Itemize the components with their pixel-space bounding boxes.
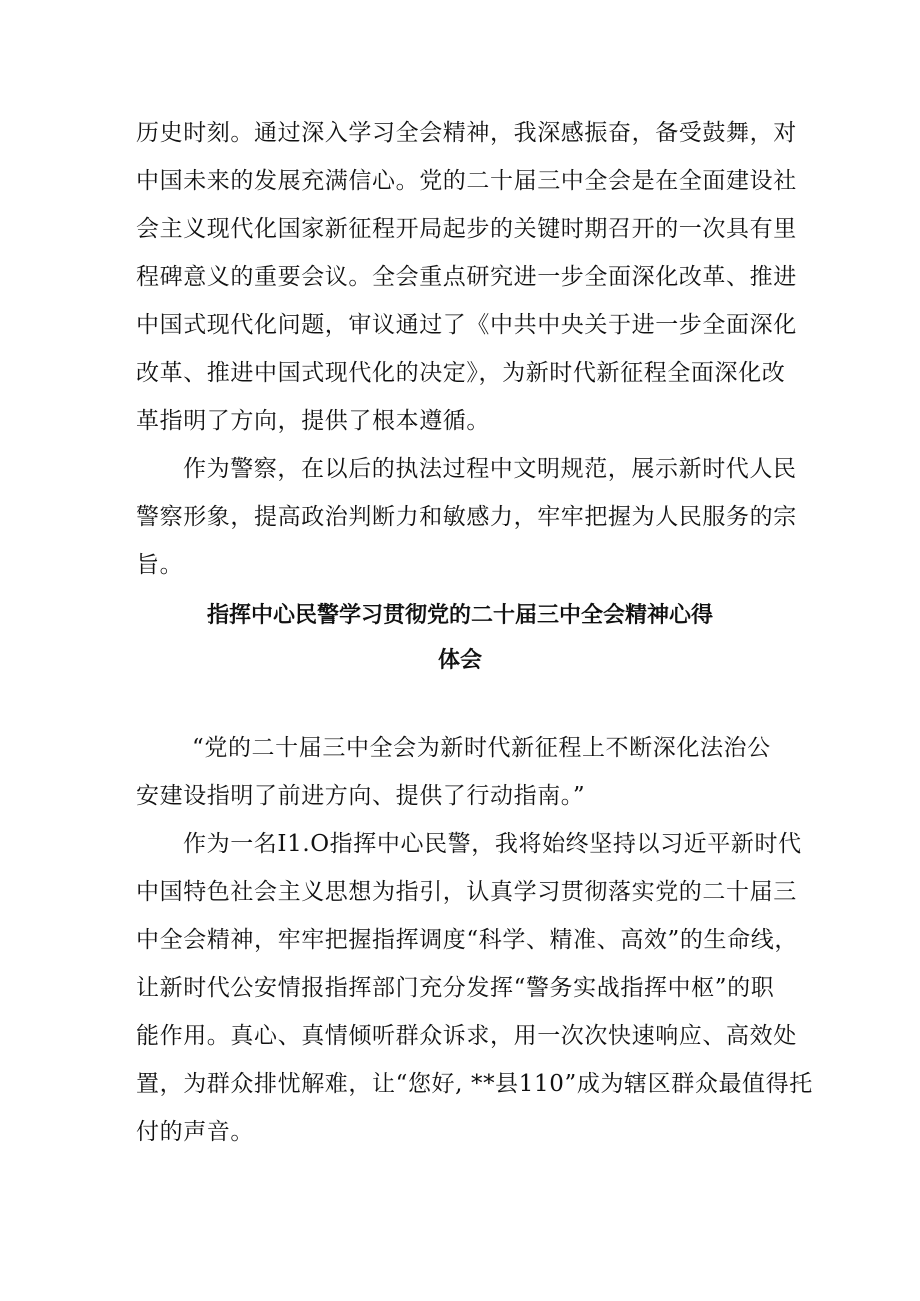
line-text: 置，为群众排忧解难，让“您好, **县110”成为辖区群众最值得托 [136,1071,813,1097]
line-text: 安建设指明了前进方向、提供了行动指南。” [136,783,586,809]
body-line [0,545,920,585]
line-text: 让新时代公安情报指挥部门充分发挥“警务实战指挥中枢”的职 [136,975,775,1001]
line-text: 中国未来的发展充满信心。党的二十届三中全会是在全面建设社 [136,168,797,194]
body-line [0,113,920,153]
body-line [0,1016,920,1056]
quote-line [0,728,920,768]
body-line [0,872,920,912]
line-text: 作为一名I1.O指挥中心民警，我将始终坚持以习近平新时代 [183,831,802,857]
body-line [0,353,920,393]
body-line [0,824,920,864]
body-line [0,1064,920,1104]
body-line [0,968,920,1008]
line-text: 能作用。真心、真情倾听群众诉求，用一次次快速响应、高效处 [136,1023,797,1049]
body-line [0,257,920,297]
line-text: “党的二十届三中全会为新时代新征程上不断深化法治公 [192,735,771,761]
line-text: 中全会精神，牢牢把握指挥调度“科学、精准、高效”的生命线， [136,927,798,953]
body-line [0,920,920,960]
section-title-continued: 体会 [437,648,482,673]
line-text: 历史时刻。通过深入学习全会精神，我深感振奋，备受鼓舞，对 [136,120,797,146]
body-line [0,209,920,249]
body-line [0,1112,920,1152]
body-line [0,305,920,345]
section-title: 指挥中心民警学习贯彻党的二十届三中全会精神心得 [206,603,713,628]
body-line [0,401,920,441]
body-line [0,497,920,537]
line-text: 中国式现代化问题，审议通过了《中共中央关于进一步全面深化 [136,312,797,338]
line-text: 程碑意义的重要会议。全会重点研究进一步全面深化改革、推进 [136,264,797,290]
line-text: 会主义现代化国家新征程开局起步的关键时期召开的一次具有里 [136,216,797,242]
line-text: 作为警察，在以后的执法过程中文明规范，展示新时代人民 [183,456,797,482]
line-text: 警察形象，提高政治判断力和敏感力，牢牢把握为人民服务的宗 [136,504,797,530]
line-text: 中国特色社会主义思想为指引，认真学习贯彻落实党的二十届三 [136,879,797,905]
line-text: 旨。 [136,552,184,578]
line-text: 革指明了方向，提供了根本遵循。 [136,408,490,434]
line-text: 付的声音。 [136,1119,254,1145]
line-text: 改革、推进中国式现代化的决定》，为新时代新征程全面深化改 [136,360,786,386]
body-line [0,449,920,489]
body-line [0,161,920,201]
quote-line [0,776,920,816]
